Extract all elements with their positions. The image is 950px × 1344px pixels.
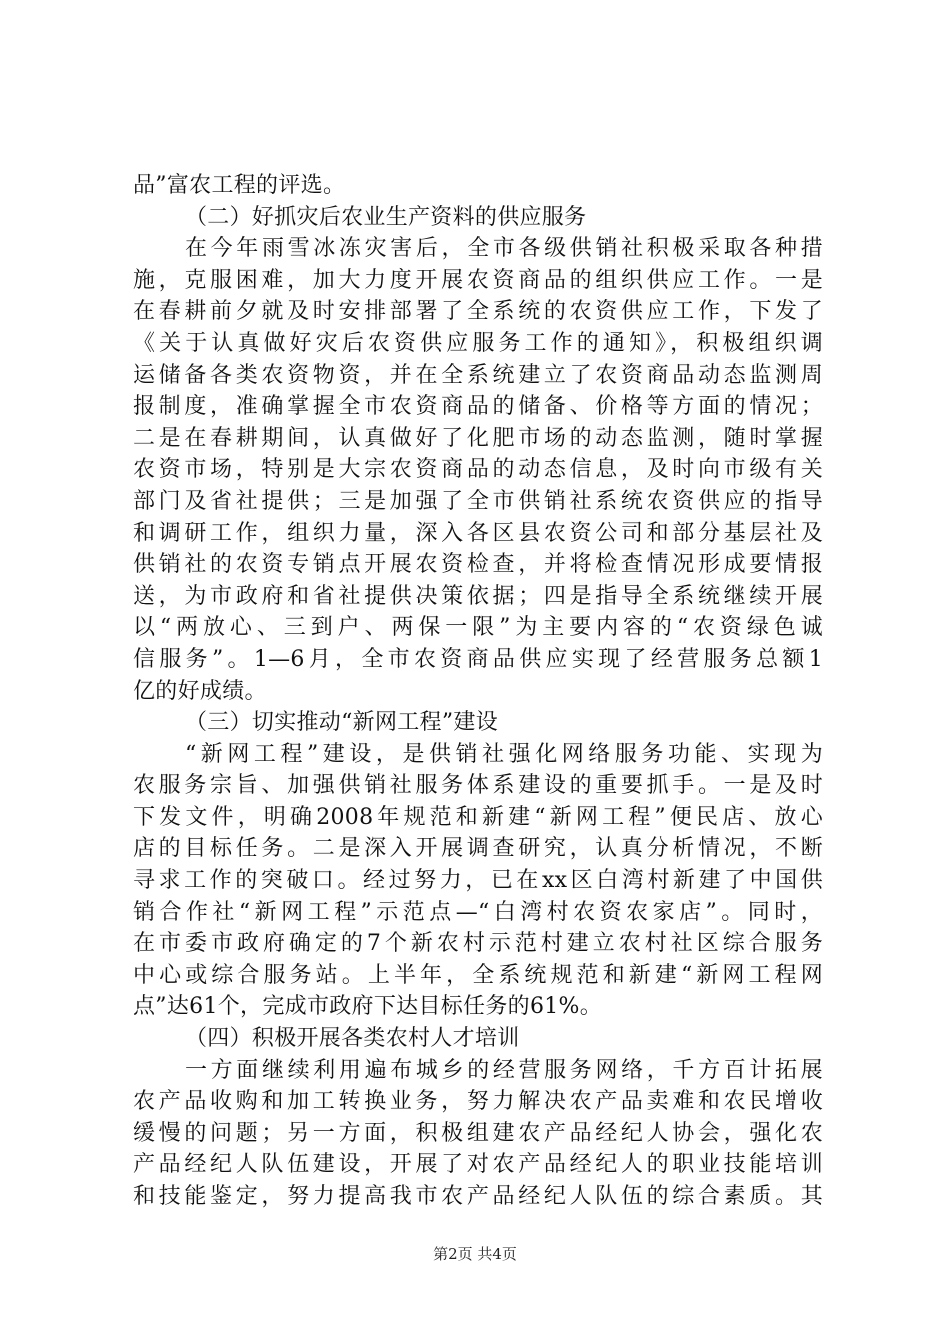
text-line: 品”富农工程的评选。 (133, 173, 346, 198)
text-line: 寻求工作的突破口。经过努力，已在xx区白湾村新建了中国供 (133, 868, 823, 894)
page-footer: 第2页 共4页 (433, 1245, 517, 1263)
text-line: 中心或综合服务站。上半年，全系统规范和新建“新网工程网 (133, 962, 823, 988)
text-line: 在春耕前夕就及时安排部署了全系统的农资供应工作，下发了 (133, 299, 823, 325)
text-line: 农产品收购和加工转换业务，努力解决农产品卖难和农民增收 (133, 1089, 823, 1115)
text-line: 二是在春耕期间，认真做好了化肥市场的动态监测，随时掌握 (133, 425, 823, 451)
text-line: 在市委市政府确定的7个新农村示范村建立农村社区综合服务 (133, 931, 823, 957)
text-line: 农资市场，特别是大宗农资商品的动态信息，及时向市级有关 (133, 457, 823, 483)
text-line: 销合作社“新网工程”示范点—“白湾村农资农家店”。同时， (133, 899, 823, 925)
text-line: 供销社的农资专销点开展农资检查，并将检查情况形成要情报 (133, 552, 823, 578)
document-body (133, 170, 823, 1213)
text-line: （三）切实推动“新网工程”建设 (185, 710, 498, 736)
text-line: （四）积极开展各类农村人才培训 (185, 1026, 520, 1052)
text-line: 《关于认真做好灾后农资供应服务工作的通知》，积极组织调 (133, 330, 823, 356)
text-line: 运储备各类农资物资，并在全系统建立了农资商品动态监测周 (133, 362, 823, 388)
text-line: 和技能鉴定，努力提高我市农产品经纪人队伍的综合素质。其 (133, 1184, 823, 1209)
text-line: 以“两放心、三到户、两保一限”为主要内容的“农资绿色诚 (133, 615, 823, 641)
text-line: 在今年雨雪冰冻灾害后，全市各级供销社积极采取各种措 (185, 236, 823, 262)
text-line: 部门及省社提供；三是加强了全市供销社系统农资供应的指导 (133, 488, 823, 514)
text-line: 缓慢的问题；另一方面，积极组建农产品经纪人协会，强化农 (133, 1120, 823, 1146)
text-line: 点”达61个，完成市政府下达目标任务的61%。 (133, 994, 603, 1020)
text-line: 产品经纪人队伍建设，开展了对农产品经纪人的职业技能培训 (133, 1152, 823, 1178)
text-line: 送，为市政府和省社提供决策依据；四是指导全系统继续开展 (133, 583, 823, 609)
text-line: “新网工程”建设，是供销社强化网络服务功能、实现为 (185, 741, 823, 767)
text-line: 店的目标任务。二是深入开展调查研究，认真分析情况，不断 (133, 836, 823, 862)
text-line: 亿的好成绩。 (133, 678, 267, 704)
text-line: 报制度，准确掌握全市农资商品的储备、价格等方面的情况； (133, 394, 823, 420)
text-line: 一方面继续利用遍布城乡的经营服务网络，千方百计拓展 (185, 1057, 823, 1083)
text-line: （二）好抓灾后农业生产资料的供应服务 (185, 204, 587, 230)
text-line: 下发文件，明确2008年规范和新建“新网工程”便民店、放心 (133, 804, 823, 830)
text-line: 农服务宗旨、加强供销社服务体系建设的重要抓手。一是及时 (133, 773, 823, 799)
text-line: 信服务”。1—6月，全市农资商品供应实现了经营服务总额1 (133, 646, 823, 672)
text-line: 施，克服困难，加大力度开展农资商品的组织供应工作。一是 (133, 267, 823, 293)
text-line: 和调研工作，组织力量，深入各区县农资公司和部分基层社及 (133, 520, 823, 546)
